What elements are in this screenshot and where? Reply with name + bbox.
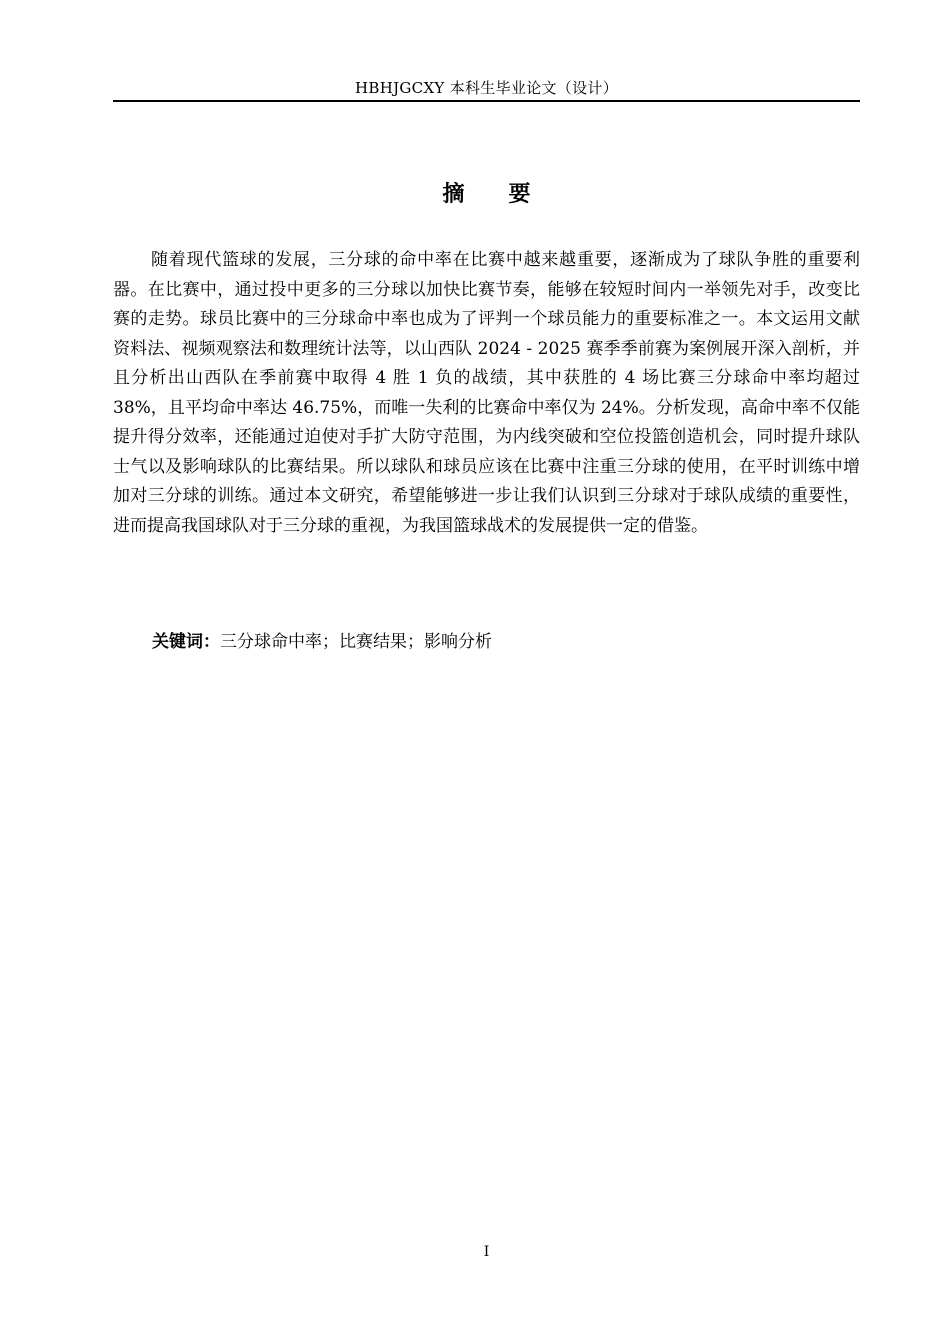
abstract-title <box>113 178 860 210</box>
page-header: HBHJGCXY 本科生毕业论文（设计） <box>354 79 618 97</box>
abstract-body: 随着现代篮球的发展，三分球的命中率在比赛中越来越重要，逐渐成为了球队争胜的重要利器。在比赛中，通过投中更多的三分球以加快比赛节奏，能够在较短时间内一举领先对手，改变比赛的走势。球员比赛中的三分球命中率也成为了评判一个球员能力的重要标准之一。本文运用文献资料法、视频观察法和数理统计法等，以山西队 2024 - 2025 赛季季前赛为案例展开深入剖析，并且分析出山西队在季前赛中取得 4 胜 1 负的战绩，其中获胜的 4 场比赛三分球命中率均超过 38%，且平均命中率达 46.75%，而唯一失利的比赛命中率仅为 24%。分析发现，高命中率不仅能提升得分效率，还能通过迫使对手扩大防守范围，为内线突破和空位投篮创造机会，同时提升球队士气以及影响球队的比赛结果。所以球队和球员应该在比赛中注重三分球的使用，在平时训练中增加对三分球的训练。通过本文研究，希望能够进一步让我们认识到三分球对于球队成绩的重要性，进而提高我国球队对于三分球的重视，为我国篮球战术的发展提供一定的借鉴。 <box>113 250 860 536</box>
page-number: I <box>483 1244 490 1260</box>
keywords-label: 关键词： <box>152 632 220 652</box>
abstract-title-char-2: 要 <box>508 181 531 207</box>
header-divider <box>113 100 860 102</box>
keywords-value: 三分球命中率；比赛结果；影响分析 <box>220 632 492 652</box>
abstract-title-char-1: 摘 <box>442 181 465 207</box>
keywords-line <box>152 628 852 657</box>
